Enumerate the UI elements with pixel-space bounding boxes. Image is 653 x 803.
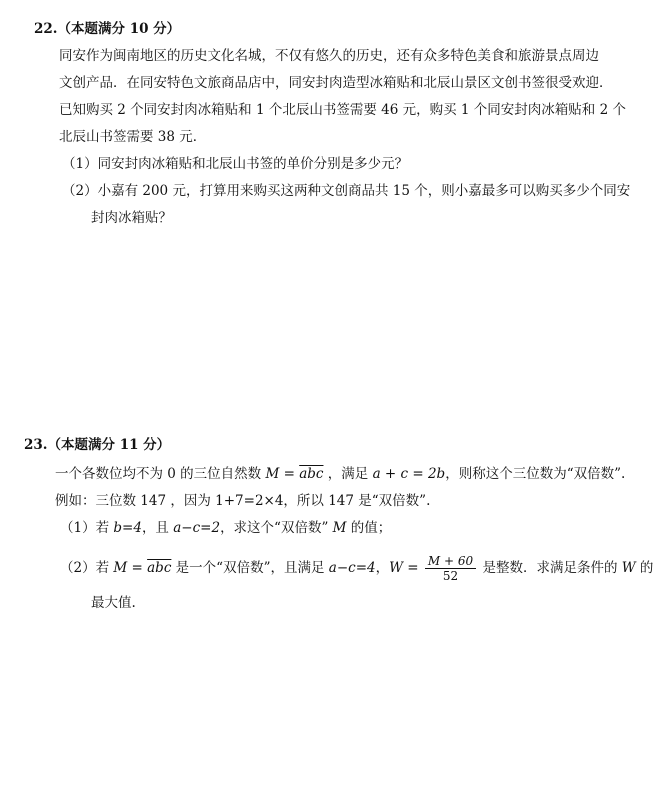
overline-abc: $\overline{abc}$ [299, 466, 324, 482]
text: 一个各数位均不为 0 的三位自然数 [55, 466, 266, 482]
text: = [279, 466, 300, 482]
sub-question-1 [60, 519, 391, 537]
text: ， [375, 560, 390, 576]
formula: a−c=4 [328, 560, 376, 576]
text: ，且 [141, 520, 174, 536]
variable-M: M [113, 560, 128, 576]
overline-abc: $\overline{abc}$ [147, 560, 172, 576]
sub-question-2: （2）小嘉有 200 元，打算用来购买这两种文创商品共 15 个，则小嘉最多可以购买多少个同安 [62, 183, 631, 199]
variable-M: M [332, 520, 347, 536]
variable-W: W [621, 560, 636, 576]
question-23-header [24, 436, 170, 454]
paragraph-line: 北辰山书签需要 38 元． [59, 129, 207, 145]
text: 是一个“双倍数”，且满足 [171, 560, 329, 576]
sub-question-1: （1）同安封肉冰箱贴和北辰山书签的单价分别是多少元？ [62, 156, 409, 172]
sub-question-2-cont: 封肉冰箱贴？ [91, 210, 172, 226]
condition-formula: a + c = 2b [372, 466, 446, 482]
sub-question-2 [60, 553, 653, 583]
variable-W: W [389, 560, 403, 576]
fraction [425, 554, 476, 583]
sub-question-2-cont: 最大值. [91, 595, 136, 611]
text: （2）若 [60, 560, 114, 576]
paragraph-line: 同安作为闽南地区的历史文化名城，不仅有悠久的历史，还有众多特色美食和旅游景点周边 [59, 48, 599, 64]
text: ，求这个“双倍数” [220, 520, 333, 536]
paragraph-line: 文创产品．在同安特色文旅商品店中，同安封肉造型冰箱贴和北辰山景区文创书签很受欢迎． [59, 75, 613, 91]
score-note: （本题满分 11 分） [47, 437, 171, 453]
text: 是整数．求满足条件的 [478, 560, 622, 576]
formula: b=4 [113, 520, 142, 536]
paragraph-line: 已知购买 2 个同安封肉冰箱贴和 1 个北辰山书签需要 46 元，购买 1 个同安封肉冰箱贴和 2 个 [59, 102, 626, 118]
text: （1）若 [60, 520, 114, 536]
score-note: （本题满分 10 分） [57, 21, 181, 37]
text: ，满足 [323, 466, 373, 482]
text: 的 [635, 560, 653, 576]
question-number: 23. [24, 437, 48, 453]
fraction-denominator: 52 [442, 569, 459, 583]
formula: a−c=2 [173, 520, 221, 536]
definition-line [55, 465, 625, 483]
text: 的值； [346, 520, 392, 536]
variable-M: M [265, 466, 280, 482]
fraction-numerator: M + 60 [425, 554, 476, 569]
example-line: 例如：三位数 147 ，因为 1+7=2×4，所以 147 是“双倍数”. [55, 493, 431, 509]
text: = [403, 560, 423, 576]
text: ，则称这个三位数为“双倍数”. [445, 466, 626, 482]
question-22-header [34, 20, 180, 38]
question-number: 22. [34, 21, 58, 37]
text: = [127, 560, 148, 576]
